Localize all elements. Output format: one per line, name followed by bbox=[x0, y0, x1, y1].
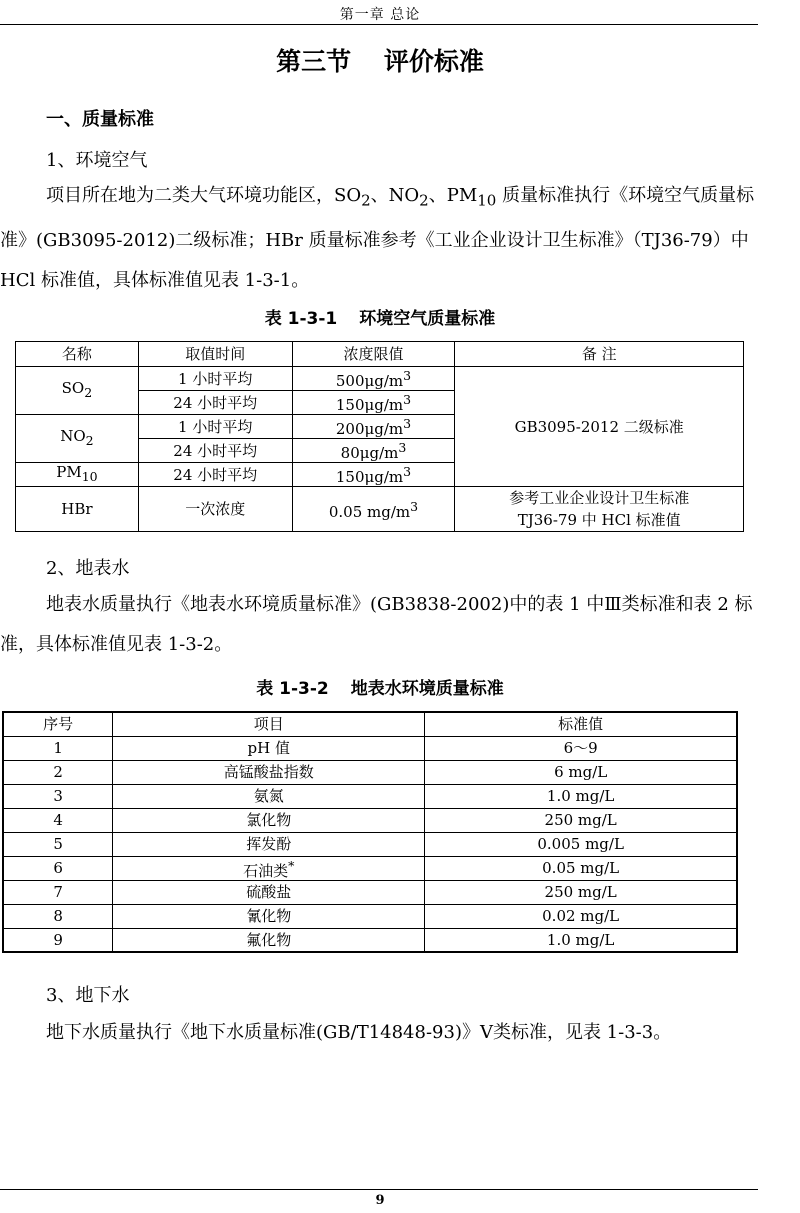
ground-text: 地下水质量执行《地下水质量标准(GB/T14848-93)》Ⅴ类标准，见表 1-3-3。 bbox=[46, 1022, 672, 1043]
cell-value: 250 mg/L bbox=[425, 880, 737, 904]
footer-rule bbox=[0, 1189, 758, 1190]
table-row bbox=[3, 904, 737, 928]
running-header: 第一章 总论 bbox=[339, 7, 421, 23]
air-text-b: 、NO bbox=[370, 185, 420, 206]
cell-no: 4 bbox=[3, 808, 113, 832]
averaging-time: 一次浓度 bbox=[138, 487, 292, 532]
pollutant-so2: $SO_2$ bbox=[16, 367, 139, 415]
limit-value: $500\mu g/m^3$ bbox=[292, 367, 455, 391]
cell-item: 高锰酸盐指数 bbox=[113, 760, 425, 784]
averaging-time: 1 小时平均 bbox=[138, 415, 292, 439]
heading-ambient-air: 1、环境空气 bbox=[46, 150, 148, 171]
table1-row-hbr bbox=[16, 487, 744, 532]
table2-header-item: 项目 bbox=[113, 712, 425, 736]
cell-no: 1 bbox=[3, 736, 113, 760]
table-row bbox=[3, 880, 737, 904]
limit-value: $200\mu g/m^3$ bbox=[292, 415, 455, 439]
table-row bbox=[3, 808, 737, 832]
averaging-time: 24 小时平均 bbox=[138, 439, 292, 463]
cell-value: 1.0 mg/L bbox=[425, 784, 737, 808]
cell-value: 6～9 bbox=[425, 736, 737, 760]
table-row bbox=[3, 856, 737, 880]
cell-item: 石油类* bbox=[113, 856, 425, 880]
cell-item: 氯化物 bbox=[113, 808, 425, 832]
table1-header-row bbox=[16, 342, 744, 367]
cell-no: 7 bbox=[3, 880, 113, 904]
table-row bbox=[3, 760, 737, 784]
cell-no: 3 bbox=[3, 784, 113, 808]
table-ambient-air bbox=[15, 341, 744, 532]
air-text-d: 质量标准执行《环境空气质量标准》(GB3095-2012)二级标准；HBr 质量标准参考《工业企业设计卫生标准》（TJ36-79）中 HCl 标准值，具体标准值见表 1-3-1。 bbox=[0, 185, 755, 291]
header-rule bbox=[0, 24, 758, 25]
heading-surface-water: 2、地表水 bbox=[46, 558, 130, 579]
cell-no: 6 bbox=[3, 856, 113, 880]
cell-item: 氰化物 bbox=[113, 904, 425, 928]
cell-no: 8 bbox=[3, 904, 113, 928]
cell-no: 5 bbox=[3, 832, 113, 856]
table-row bbox=[3, 832, 737, 856]
cell-item: 挥发酚 bbox=[113, 832, 425, 856]
pollutant-pm10: $PM_{10}$ bbox=[16, 463, 139, 487]
table1-header-time: 取值时间 bbox=[138, 342, 292, 367]
table1-caption bbox=[0, 304, 760, 329]
water-text: 地表水质量执行《地表水环境质量标准》(GB3838-2002)中的表 1 中Ⅲ类标准和表 2 标准，具体标准值见表 1-3-2。 bbox=[0, 594, 753, 655]
cell-item: 氨氮 bbox=[113, 784, 425, 808]
note-hbr bbox=[455, 487, 744, 532]
air-sub-pm10: 10 bbox=[477, 191, 497, 210]
cell-item: pH 值 bbox=[113, 736, 425, 760]
footnote-star: * bbox=[288, 857, 295, 873]
limit-value: $150\mu g/m^3$ bbox=[292, 463, 455, 487]
pollutant-hbr: HBr bbox=[16, 487, 139, 532]
limit-value: 0.05 $mg/m^3$ bbox=[292, 487, 455, 532]
table2-caption-number: 表 1-3-2 bbox=[256, 679, 329, 699]
note-gb3095: GB3095-2012 二级标准 bbox=[455, 367, 744, 487]
table2-header-no: 序号 bbox=[3, 712, 113, 736]
table-row bbox=[3, 928, 737, 952]
paragraph-groundwater bbox=[0, 1013, 760, 1053]
averaging-time: 1 小时平均 bbox=[138, 367, 292, 391]
air-sub-no2: 2 bbox=[419, 191, 429, 210]
table-row bbox=[3, 784, 737, 808]
cell-value: 0.05 mg/L bbox=[425, 856, 737, 880]
table1-header-limit: 浓度限值 bbox=[292, 342, 455, 367]
table1-row bbox=[16, 367, 744, 391]
cell-value: 0.02 mg/L bbox=[425, 904, 737, 928]
cell-value: 6 mg/L bbox=[425, 760, 737, 784]
table2-caption bbox=[0, 674, 760, 699]
air-sub-so2: 2 bbox=[361, 191, 371, 210]
table2-caption-title: 地表水环境质量标准 bbox=[350, 679, 504, 699]
averaging-time: 24 小时平均 bbox=[138, 463, 292, 487]
cell-value: 1.0 mg/L bbox=[425, 928, 737, 952]
cell-value: 0.005 mg/L bbox=[425, 832, 737, 856]
cell-value: 250 mg/L bbox=[425, 808, 737, 832]
table2-header-row bbox=[3, 712, 737, 736]
table1-header-note: 备 注 bbox=[455, 342, 744, 367]
air-text-a: 项目所在地为二类大气环境功能区，SO bbox=[46, 185, 362, 206]
paragraph-surface-water bbox=[0, 585, 760, 665]
cell-no: 9 bbox=[3, 928, 113, 952]
limit-value: $80\mu g/m^3$ bbox=[292, 439, 455, 463]
section-title: 第三节 评价标准 bbox=[276, 47, 484, 76]
cell-item: 硫酸盐 bbox=[113, 880, 425, 904]
table1-caption-number: 表 1-3-1 bbox=[264, 309, 338, 329]
cell-item: 氟化物 bbox=[113, 928, 425, 952]
note-hbr-line2: TJ36-79 中 HCl 标准值 bbox=[517, 511, 681, 529]
page-number: 9 bbox=[375, 1193, 385, 1208]
note-hbr-line1: 参考工业企业设计卫生标准 bbox=[509, 489, 690, 507]
table1-caption-title: 环境空气质量标准 bbox=[359, 309, 496, 329]
averaging-time: 24 小时平均 bbox=[138, 391, 292, 415]
table1-header-name: 名称 bbox=[16, 342, 139, 367]
air-text-c: 、PM bbox=[428, 185, 478, 206]
paragraph-ambient-air bbox=[0, 176, 760, 301]
heading-groundwater: 3、地下水 bbox=[46, 985, 130, 1006]
pollutant-no2: $NO_2$ bbox=[16, 415, 139, 463]
limit-value: $150\mu g/m^3$ bbox=[292, 391, 455, 415]
table2-header-value: 标准值 bbox=[425, 712, 737, 736]
cell-no: 2 bbox=[3, 760, 113, 784]
heading-quality-standards: 一、质量标准 bbox=[46, 109, 154, 130]
table-surface-water bbox=[2, 711, 738, 953]
table-row bbox=[3, 736, 737, 760]
